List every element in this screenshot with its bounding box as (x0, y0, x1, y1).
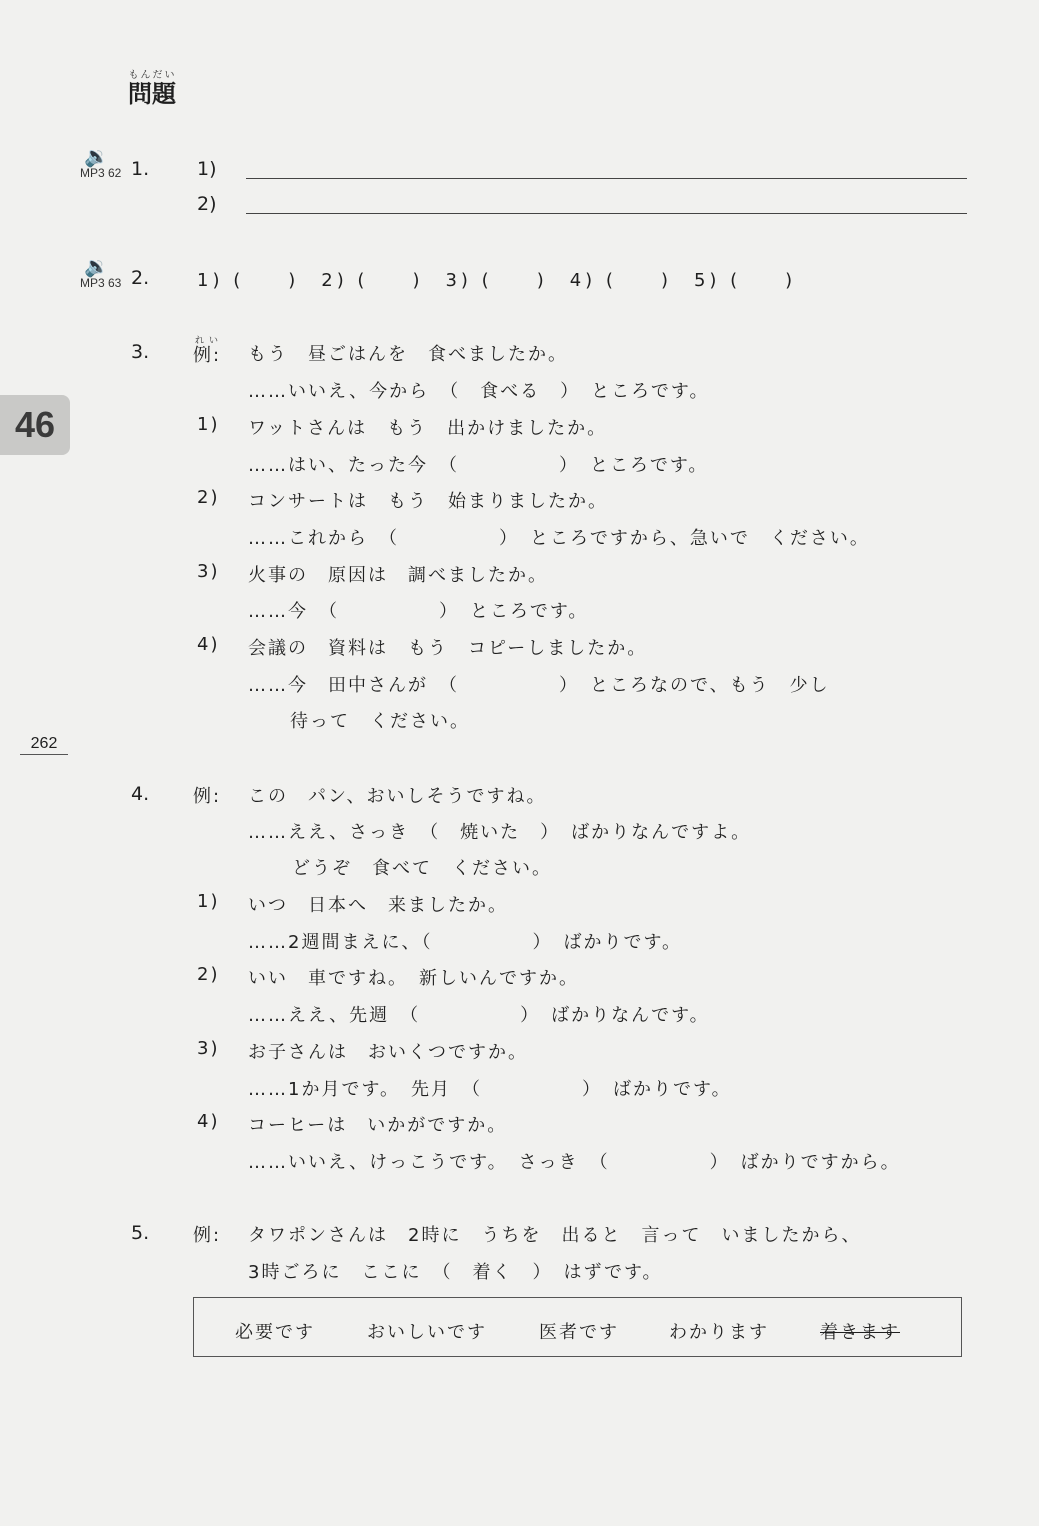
item-answer: ……ええ、先週 （ ） ばかりなんです。 (248, 1005, 710, 1026)
example-answer-cont: どうぞ 食べて ください。 (292, 858, 552, 879)
item-number: 2) (197, 487, 220, 508)
question-number: 1. (131, 158, 150, 180)
example-label: 例: (193, 786, 222, 807)
item-number: 2) (197, 964, 220, 985)
item-answer: ……今 （ ） ところです。 (248, 601, 589, 622)
item-number: 4) (197, 634, 220, 655)
item-number: 1) (197, 414, 220, 435)
example-label: 例: (193, 1225, 222, 1246)
example-sentence: タワポンさんは 2時に うちを 出ると 言って いましたから、 (248, 1225, 862, 1246)
item-answer: ……はい、たった今 （ ） ところです。 (248, 455, 709, 476)
item-question: 火事の 原因は 調べましたか。 (248, 565, 548, 586)
item-number: 3) (197, 561, 220, 582)
item-answer: ……2週間まえに、（ ） ばかりです。 (248, 932, 683, 953)
item-number: 2) (197, 193, 217, 215)
item-question: 会議の 資料は もう コピーしましたか。 (248, 638, 648, 659)
speaker-icon: 🔉 (84, 254, 109, 278)
answer-line (246, 178, 967, 179)
word-choice: 医者です (539, 1322, 619, 1343)
answer-slots: 1) ( ) 2) ( ) 3) ( ) 4) ( ) 5) ( ) (197, 270, 797, 291)
speaker-icon: 🔉 (84, 144, 109, 168)
word-choice: 必要です (235, 1322, 315, 1343)
example-label: 例:れい (193, 336, 222, 366)
chapter-tab: 46 (0, 395, 70, 455)
question-number: 5. (131, 1222, 150, 1244)
item-answer: ……いいえ、けっこうです。 さっき （ ） ばかりですから。 (248, 1152, 901, 1173)
item-question: いい 車ですね。 新しいんですか。 (248, 968, 579, 989)
page-number: 262 (20, 735, 68, 755)
item-answer: ……1か月です。 先月 （ ） ばかりです。 (248, 1079, 732, 1100)
item-question: ワットさんは もう 出かけましたか。 (248, 418, 608, 439)
item-number: 3) (197, 1038, 220, 1059)
audio-badge: 🔉 MP3 63 (80, 254, 122, 290)
example-answer: ……いいえ、今から （ 食べる ） ところです。 (248, 381, 710, 402)
answer-line (246, 213, 967, 214)
item-number: 4) (197, 1111, 220, 1132)
example-question: この パン、おいしそうですね。 (248, 786, 547, 807)
example-sentence-cont: 3時ごろに ここに （ 着く ） はずです。 (248, 1262, 663, 1283)
item-question: いつ 日本へ 来ましたか。 (248, 895, 508, 916)
page-title: 問題もんだい (128, 70, 176, 108)
item-question: お子さんは おいくつですか。 (248, 1042, 528, 1063)
example-answer: ……ええ、さっき （ 焼いた ） ばかりなんですよ。 (248, 822, 752, 843)
word-choice-used: 着きます (820, 1322, 900, 1343)
item-question: コーヒーは いかがですか。 (248, 1115, 508, 1136)
word-choice: おいしいです (367, 1322, 487, 1343)
audio-badge: 🔉 MP3 62 (80, 144, 122, 180)
word-choice: わかります (669, 1322, 769, 1343)
item-answer: ……今 田中さんが （ ） ところなので、もう 少し (248, 675, 830, 696)
item-answer: ……これから （ ） ところですから、急いで ください。 (248, 528, 870, 549)
item-number: 1) (197, 158, 217, 180)
question-number: 4. (131, 783, 150, 805)
item-answer-cont: 待って ください。 (290, 711, 470, 732)
question-number: 2. (131, 267, 150, 289)
item-question: コンサートは もう 始まりましたか。 (248, 491, 608, 512)
item-number: 1) (197, 891, 220, 912)
question-number: 3. (131, 341, 150, 363)
example-question: もう 昼ごはんを 食べましたか。 (248, 344, 568, 365)
